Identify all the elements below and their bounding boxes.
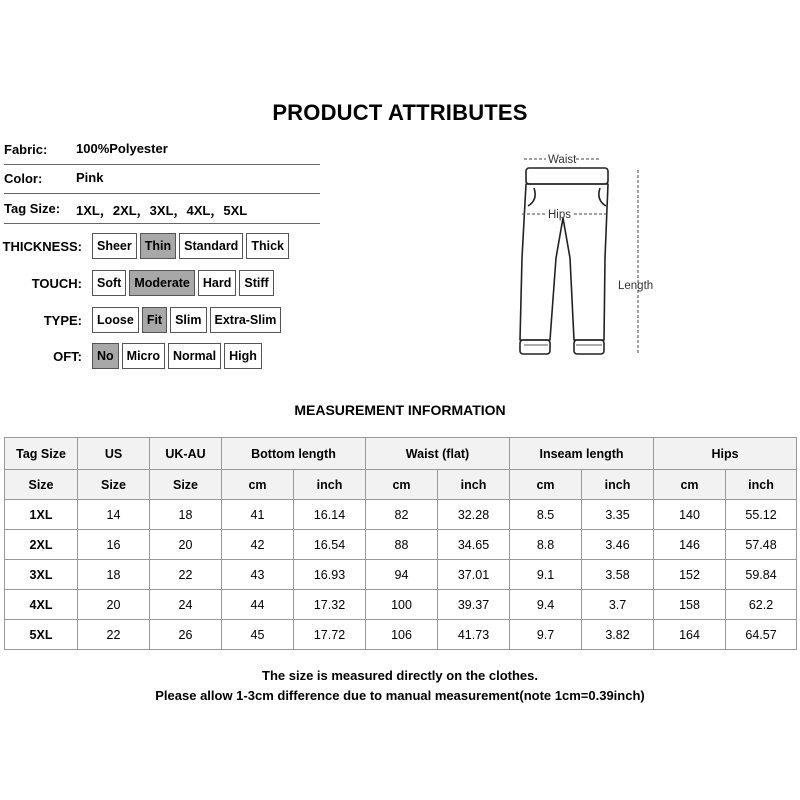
table-cell: 41.73 — [438, 620, 510, 650]
table-cell: 39.37 — [438, 590, 510, 620]
table-header-cell: Bottom length — [222, 438, 366, 470]
table-cell: 3.58 — [582, 560, 654, 590]
attribute-label: Fabric: — [4, 142, 48, 157]
option-group-label: TOUCH: — [31, 276, 82, 291]
table-subheader-cell: Size — [78, 470, 150, 500]
option-group — [0, 233, 320, 259]
table-cell: 59.84 — [726, 560, 797, 590]
table-cell: 100 — [366, 590, 438, 620]
option-chip: Standard — [179, 233, 243, 259]
option-chip: Micro — [122, 343, 165, 369]
note-line: Please allow 1-3cm difference due to manual measurement(note 1cm=0.39inch) — [155, 688, 645, 703]
table-row — [5, 590, 797, 620]
table-cell: 62.2 — [726, 590, 797, 620]
table-subheader-cell: Size — [5, 470, 78, 500]
table-header-cell: Tag Size — [5, 438, 78, 470]
table-header-cell: Inseam length — [510, 438, 654, 470]
table-subheader-cell: cm — [654, 470, 726, 500]
table-cell: 37.01 — [438, 560, 510, 590]
table-cell: 3.46 — [582, 530, 654, 560]
table-cell: 164 — [654, 620, 726, 650]
table-row — [5, 500, 797, 530]
table-cell: 82 — [366, 500, 438, 530]
table-cell: 9.4 — [510, 590, 582, 620]
attribute-color — [4, 165, 320, 194]
table-cell: 24 — [150, 590, 222, 620]
table-subheader-cell: inch — [294, 470, 366, 500]
table-subheader-cell: Size — [150, 470, 222, 500]
table-cell: 9.1 — [510, 560, 582, 590]
measurement-table — [4, 437, 797, 650]
table-cell: 3.35 — [582, 500, 654, 530]
table-header-cell: Hips — [654, 438, 797, 470]
table-cell: 22 — [150, 560, 222, 590]
attribute-fabric — [4, 136, 320, 165]
table-subheader-cell: inch — [582, 470, 654, 500]
option-chip: Loose — [92, 307, 139, 333]
table-subheader-row — [5, 470, 797, 500]
table-cell: 14 — [78, 500, 150, 530]
option-chip: High — [224, 343, 262, 369]
option-group — [0, 343, 320, 369]
attribute-label: Color: — [4, 171, 43, 186]
option-chip: Moderate — [129, 270, 195, 296]
option-group-label: OFT: — [53, 349, 82, 364]
table-cell: 32.28 — [438, 500, 510, 530]
note-line: The size is measured directly on the clothes. — [262, 668, 538, 683]
table-header-cell: US — [78, 438, 150, 470]
table-cell: 88 — [366, 530, 438, 560]
table-cell: 146 — [654, 530, 726, 560]
table-cell: 16 — [78, 530, 150, 560]
table-cell: 41 — [222, 500, 294, 530]
table-cell: 18 — [78, 560, 150, 590]
attribute-value: Pink — [76, 170, 104, 185]
table-cell: 45 — [222, 620, 294, 650]
page-title: PRODUCT ATTRIBUTES — [272, 100, 528, 125]
table-cell: 16.54 — [294, 530, 366, 560]
measurement-title: MEASUREMENT INFORMATION — [294, 402, 506, 418]
table-cell: 152 — [654, 560, 726, 590]
option-chip: Thick — [246, 233, 289, 259]
table-cell: 9.7 — [510, 620, 582, 650]
table-cell: 8.8 — [510, 530, 582, 560]
table-cell: 20 — [78, 590, 150, 620]
table-header-row — [5, 438, 797, 470]
table-cell: 20 — [150, 530, 222, 560]
option-chip: Sheer — [92, 233, 137, 259]
table-subheader-cell: cm — [510, 470, 582, 500]
table-row — [5, 620, 797, 650]
option-chip: No — [92, 343, 119, 369]
option-chip: Hard — [198, 270, 236, 296]
option-chip: Stiff — [239, 270, 273, 296]
table-cell: 2XL — [5, 530, 78, 560]
table-cell: 3XL — [5, 560, 78, 590]
table-cell: 42 — [222, 530, 294, 560]
option-group — [0, 307, 320, 333]
table-cell: 158 — [654, 590, 726, 620]
table-cell: 18 — [150, 500, 222, 530]
table-cell: 4XL — [5, 590, 78, 620]
table-cell: 140 — [654, 500, 726, 530]
table-cell: 17.32 — [294, 590, 366, 620]
table-cell: 106 — [366, 620, 438, 650]
table-cell: 3.7 — [582, 590, 654, 620]
table-cell: 55.12 — [726, 500, 797, 530]
option-group-label: THICKNESS: — [2, 239, 82, 254]
attribute-label: Tag Size: — [4, 201, 61, 216]
table-cell: 26 — [150, 620, 222, 650]
length-label: Length — [618, 280, 654, 292]
option-chip: Normal — [168, 343, 221, 369]
pants-diagram — [510, 148, 670, 368]
option-chip: Extra-Slim — [210, 307, 282, 333]
table-cell: 57.48 — [726, 530, 797, 560]
table-subheader-cell: inch — [726, 470, 797, 500]
option-group-label: TYPE: — [43, 313, 82, 328]
table-row — [5, 530, 797, 560]
table-cell: 3.82 — [582, 620, 654, 650]
table-row — [5, 560, 797, 590]
table-cell: 5XL — [5, 620, 78, 650]
table-cell: 8.5 — [510, 500, 582, 530]
table-header-cell: Waist (flat) — [366, 438, 510, 470]
option-chip: Thin — [140, 233, 176, 259]
option-group — [0, 270, 320, 296]
table-cell: 16.14 — [294, 500, 366, 530]
table-cell: 17.72 — [294, 620, 366, 650]
table-cell: 22 — [78, 620, 150, 650]
option-chip: Fit — [142, 307, 167, 333]
option-chip: Soft — [92, 270, 126, 296]
attribute-value: 1XL，2XL，3XL，4XL，5XL — [76, 203, 248, 218]
hips-label: Hips — [548, 209, 572, 221]
table-cell: 64.57 — [726, 620, 797, 650]
attribute-tag-size — [4, 195, 320, 224]
table-subheader-cell: inch — [438, 470, 510, 500]
table-cell: 16.93 — [294, 560, 366, 590]
table-cell: 44 — [222, 590, 294, 620]
pants-icon — [520, 168, 608, 354]
table-cell: 34.65 — [438, 530, 510, 560]
table-subheader-cell: cm — [366, 470, 438, 500]
attribute-value: 100%Polyester — [76, 141, 168, 156]
table-cell: 1XL — [5, 500, 78, 530]
table-cell: 43 — [222, 560, 294, 590]
waist-label: Waist — [548, 154, 577, 166]
table-cell: 94 — [366, 560, 438, 590]
option-chip: Slim — [170, 307, 206, 333]
table-header-cell: UK-AU — [150, 438, 222, 470]
table-subheader-cell: cm — [222, 470, 294, 500]
